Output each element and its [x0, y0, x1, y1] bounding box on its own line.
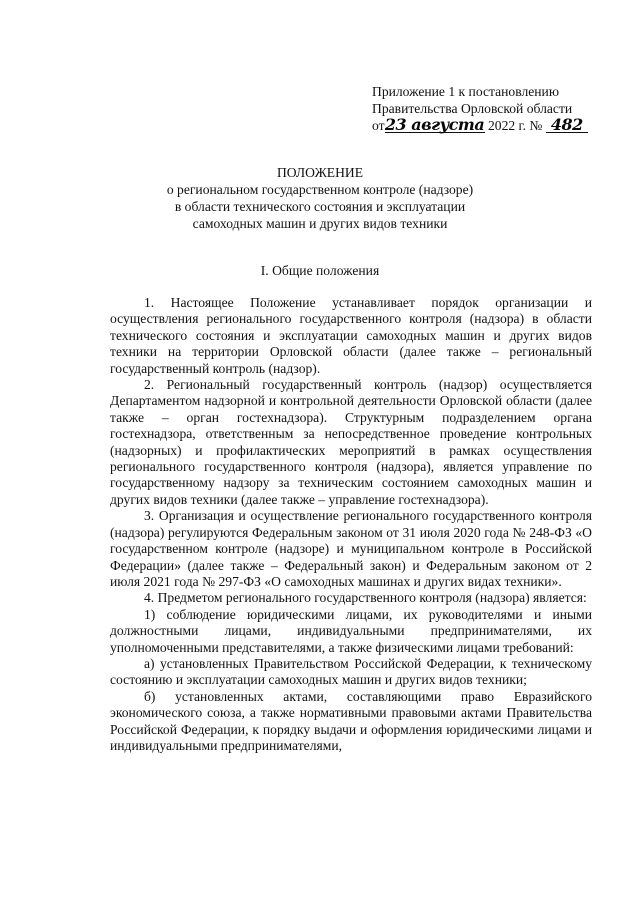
year-text: 2022 г. № — [487, 118, 543, 133]
paragraph-4-item-1: 1) соблюдение юридическими лицами, их руководителями и иными должностными лицами, индивидуальными предпринимателями, их уполномоченными представителями, а также физическими лицами требований: — [110, 606, 592, 655]
title-line-1: о региональном государственном контроле (надзоре) — [166, 182, 474, 197]
title-heading: ПОЛОЖЕНИЕ — [276, 165, 364, 180]
appendix-block — [372, 84, 612, 135]
paragraph-1: 1. Настоящее Положение устанавливает порядок организации и осуществления регионального государственного контроля (надзора) в области технического состояния и эксплуатации самоходных машин и других видов техники на территории Орловской области (далее также – региональный государственный контроль (надзор). — [110, 295, 592, 376]
paragraph-4-item-1b: б) установленных актами, составляющими право Евразийского экономического союза, а также нормативными правовыми актами Правительства Российской Федерации, к порядку выдачи и оформления юридическими лицами и индивидуальными предпринимателями, — [110, 688, 592, 753]
document-body — [110, 295, 592, 754]
appendix-line-2: Правительства Орловской области — [372, 100, 573, 116]
document-title — [120, 164, 520, 232]
section-heading: I. Общие положения — [260, 263, 380, 278]
handwritten-date: 23 августа — [384, 115, 485, 134]
title-line-2: в области технического состояния и эксплуатации — [174, 199, 466, 214]
title-line-3: самоходных машин и других видов техники — [192, 216, 448, 231]
appendix-line-1: Приложение 1 к постановлению — [372, 84, 559, 99]
paragraph-4-item-1a: а) установленных Правительством Российской Федерации, к техническому состоянию и эксплуатации самоходных машин и других видов техники; — [110, 655, 592, 688]
handwritten-number: 482 — [546, 117, 588, 133]
paragraph-2: 2. Региональный государственный контроль (надзор) осуществляется Департаментом надзорной и контрольной деятельности Орловской области (далее также – орган гостехнадзора). Структурным подразделением органа гостехнадзора, ответственным за непосредственное проведение контрольных (надзорных) и профилактических мероприятий в рамках осуществления регионального государственного контроля (надзора), является управление по государственному надзору за техническим состоянием самоходных машин и других видов техники (далее также – управление гостехнадзора). — [110, 377, 592, 507]
paragraph-4: 4. Предметом регионального государственного контроля (надзора) является: — [144, 590, 587, 606]
appendix-date-line — [372, 117, 612, 135]
paragraph-3: 3. Организация и осуществление регионального государственного контроля (надзора) регулируются Федеральным законом от 31 июля 2020 года № 248-ФЗ «О государственном контроле (надзоре) и муниципальном контроле в Российской Федерации» (далее также – Федеральный закон) и Федеральным законом от 2 июля 2021 года № 297-ФЗ «О самоходных машинах и других видах техники». — [110, 508, 592, 589]
date-prefix: от — [372, 118, 385, 133]
